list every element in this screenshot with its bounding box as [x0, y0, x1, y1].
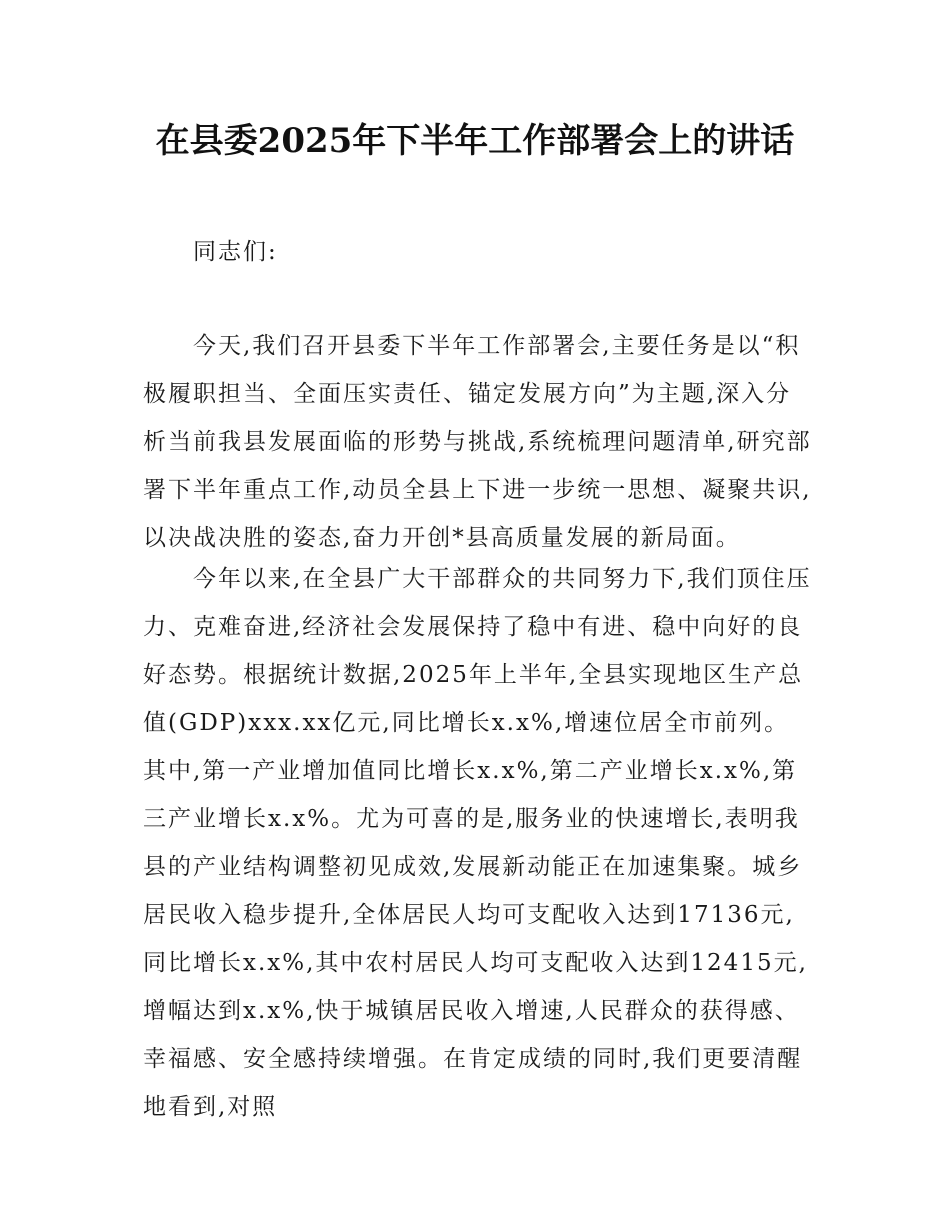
- document-title: 在县委2025年下半年工作部署会上的讲话: [155, 121, 795, 161]
- paragraph-2: 今年以来,在全县广大干部群众的共同努力下,我们顶住压力、克难奋进,经济社会发展保持了稳中有进、稳中向好的良好态势。根据统计数据,2025年上半年,全县实现地区生产总值(GDP)xxx.xx亿元,同比增长x.x%,增速位居全市前列。其中,第一产业增加值同比增长x.x%,第二产业增长x.x%,第三产业增长x.x%。尤为可喜的是,服务业的快速增长,表明我县的产业结构调整初见成效,发展新动能正在加速集聚。城乡居民收入稳步提升,全体居民人均可支配收入达到17136元,同比增长x.x%,其中农村居民人均可支配收入达到12415元,增幅达到x.x%,快于城镇居民收入增速,人民群众的获得感、幸福感、安全感持续增强。在肯定成绩的同时,我们更要清醒地看到,对照: [143, 566, 812, 1120]
- salutation: 同志们:: [193, 239, 278, 265]
- salutation-block: [143, 228, 813, 276]
- paragraph-block-2: [143, 555, 813, 1131]
- paragraph-block-1: [143, 322, 813, 562]
- paragraph-1: 今天,我们召开县委下半年工作部署会,主要任务是以“积极履职担当、全面压实责任、锚定发展方向”为主题,深入分析当前我县发展面临的形势与挑战,系统梳理问题清单,研究部署下半年重点工作,动员全县上下进一步统一思想、凝聚共识,以决战决胜的姿态,奋力开创*县高质量发展的新局面。: [143, 333, 812, 551]
